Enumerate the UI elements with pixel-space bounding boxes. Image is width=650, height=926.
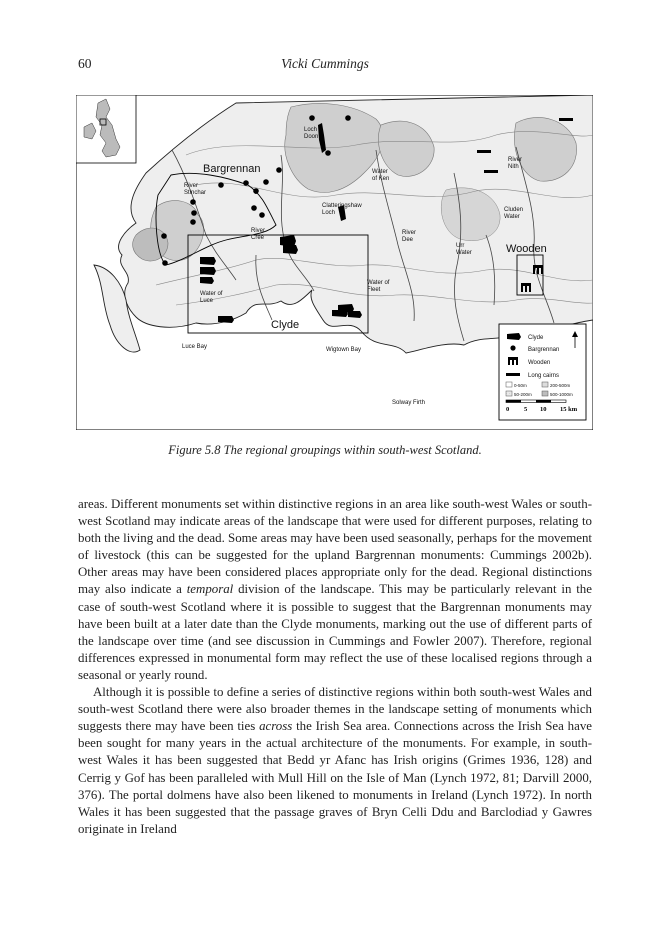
svg-text:River: River [402, 230, 417, 236]
svg-text:Stinchar: Stinchar [184, 190, 207, 196]
svg-text:Luce: Luce [200, 298, 214, 304]
figure-caption: Figure 5.8 The regional groupings within south-west Scotland. [168, 443, 482, 457]
svg-text:River: River [184, 183, 199, 189]
svg-text:Urr: Urr [456, 243, 465, 249]
svg-text:Loch: Loch [322, 210, 336, 216]
svg-text:Solway Firth: Solway Firth [392, 400, 426, 406]
svg-text:Long cairns: Long cairns [528, 373, 560, 379]
svg-text:500-1000m: 500-1000m [550, 392, 573, 397]
svg-text:Water of: Water of [200, 291, 223, 297]
svg-text:River: River [508, 157, 523, 163]
bargrennan-label: Bargrennan [203, 163, 261, 175]
svg-text:Cluden: Cluden [504, 207, 524, 213]
upland-zone [133, 228, 168, 261]
svg-text:Clyde: Clyde [528, 335, 544, 341]
svg-text:Doon: Doon [304, 134, 319, 140]
svg-text:Wigtown Bay: Wigtown Bay [326, 347, 362, 353]
svg-text:Clatteringshaw: Clatteringshaw [322, 203, 362, 209]
svg-text:Loch: Loch [304, 127, 318, 133]
svg-text:5: 5 [524, 406, 528, 413]
svg-text:0: 0 [506, 406, 510, 413]
svg-text:Cree: Cree [251, 235, 265, 241]
svg-text:Luce Bay: Luce Bay [182, 344, 208, 350]
map-legend [499, 324, 586, 420]
svg-text:Fleet: Fleet [367, 287, 381, 293]
wooden-label: Wooden [506, 243, 547, 255]
clyde-label: Clyde [271, 319, 300, 331]
svg-text:River: River [251, 228, 266, 234]
paragraph-2: Although it is possible to define a series of distinctive regions within both south-west Wales and south-west Scotland there were also broader themes in the landscape setting of monuments which suggests there may have been ties across the Irish Sea area. Connections across the Irish Sea have been sought for many years in the actual architecture of the monuments. For example, in south-west Wales it has been suggested that Bedd yr Afanc has Irish origins (Grimes 1936, 128) and Cerrig y Gof has been paralleled with Mull Hill on the Isle of Man (Lynch 1972, 81; Darvill 2000, 376). The portal dolmens have also been likened to monuments in Ireland (Lynch 1972). In north Wales it has been suggested that the passage graves of Bryn Celli Ddu and Barclodiad y Gawres originate in Ireland [78, 685, 592, 836]
body-text [78, 496, 592, 838]
svg-text:Dee: Dee [402, 237, 414, 243]
svg-text:Nith: Nith [508, 164, 519, 170]
svg-text:10: 10 [540, 406, 547, 413]
svg-text:Bargrennan: Bargrennan [528, 347, 560, 353]
svg-text:Water: Water [456, 250, 472, 256]
svg-text:of Ken: of Ken [372, 176, 390, 182]
paragraph-1: areas. Different monuments set within distinctive regions in an area like south-west Wales or south-west Scotland may indicate areas of the landscape that were used for different purposes, relating to both the living and the dead. Some areas may have been used seasonally, perhaps for the movement of livestock (this can be suggested for the upland Bargrennan monuments: Cummings 2002b). Other areas may have been considered places appropriate only for the dead. Regional distinctions may also indicate a temporal division of the landscape. This may be particularly relevant in the case of south-west Scotland where it is possible to suggest that the Bargrennan monuments may have been built at a later date than the Clyde monuments, marking out the use of different parts of the landscape over time (and see discussion in Cummings and Fowler 2007). Therefore, regional differences expressed in monumental form may reflect the use of these localised regions through a seasonal or yearly round. [78, 497, 592, 682]
svg-text:200-500m: 200-500m [550, 383, 571, 388]
svg-text:Water: Water [372, 169, 388, 175]
svg-text:15 km: 15 km [560, 406, 578, 413]
svg-text:0-50m: 0-50m [514, 383, 527, 388]
svg-text:50-200m: 50-200m [514, 392, 532, 397]
regional-map-figure [76, 95, 593, 430]
svg-text:Water of: Water of [367, 280, 390, 286]
running-head: Vicki Cummings [281, 56, 369, 71]
svg-text:Wooden: Wooden [528, 360, 551, 366]
svg-text:Water: Water [504, 214, 520, 220]
page-number: 60 [78, 56, 92, 71]
